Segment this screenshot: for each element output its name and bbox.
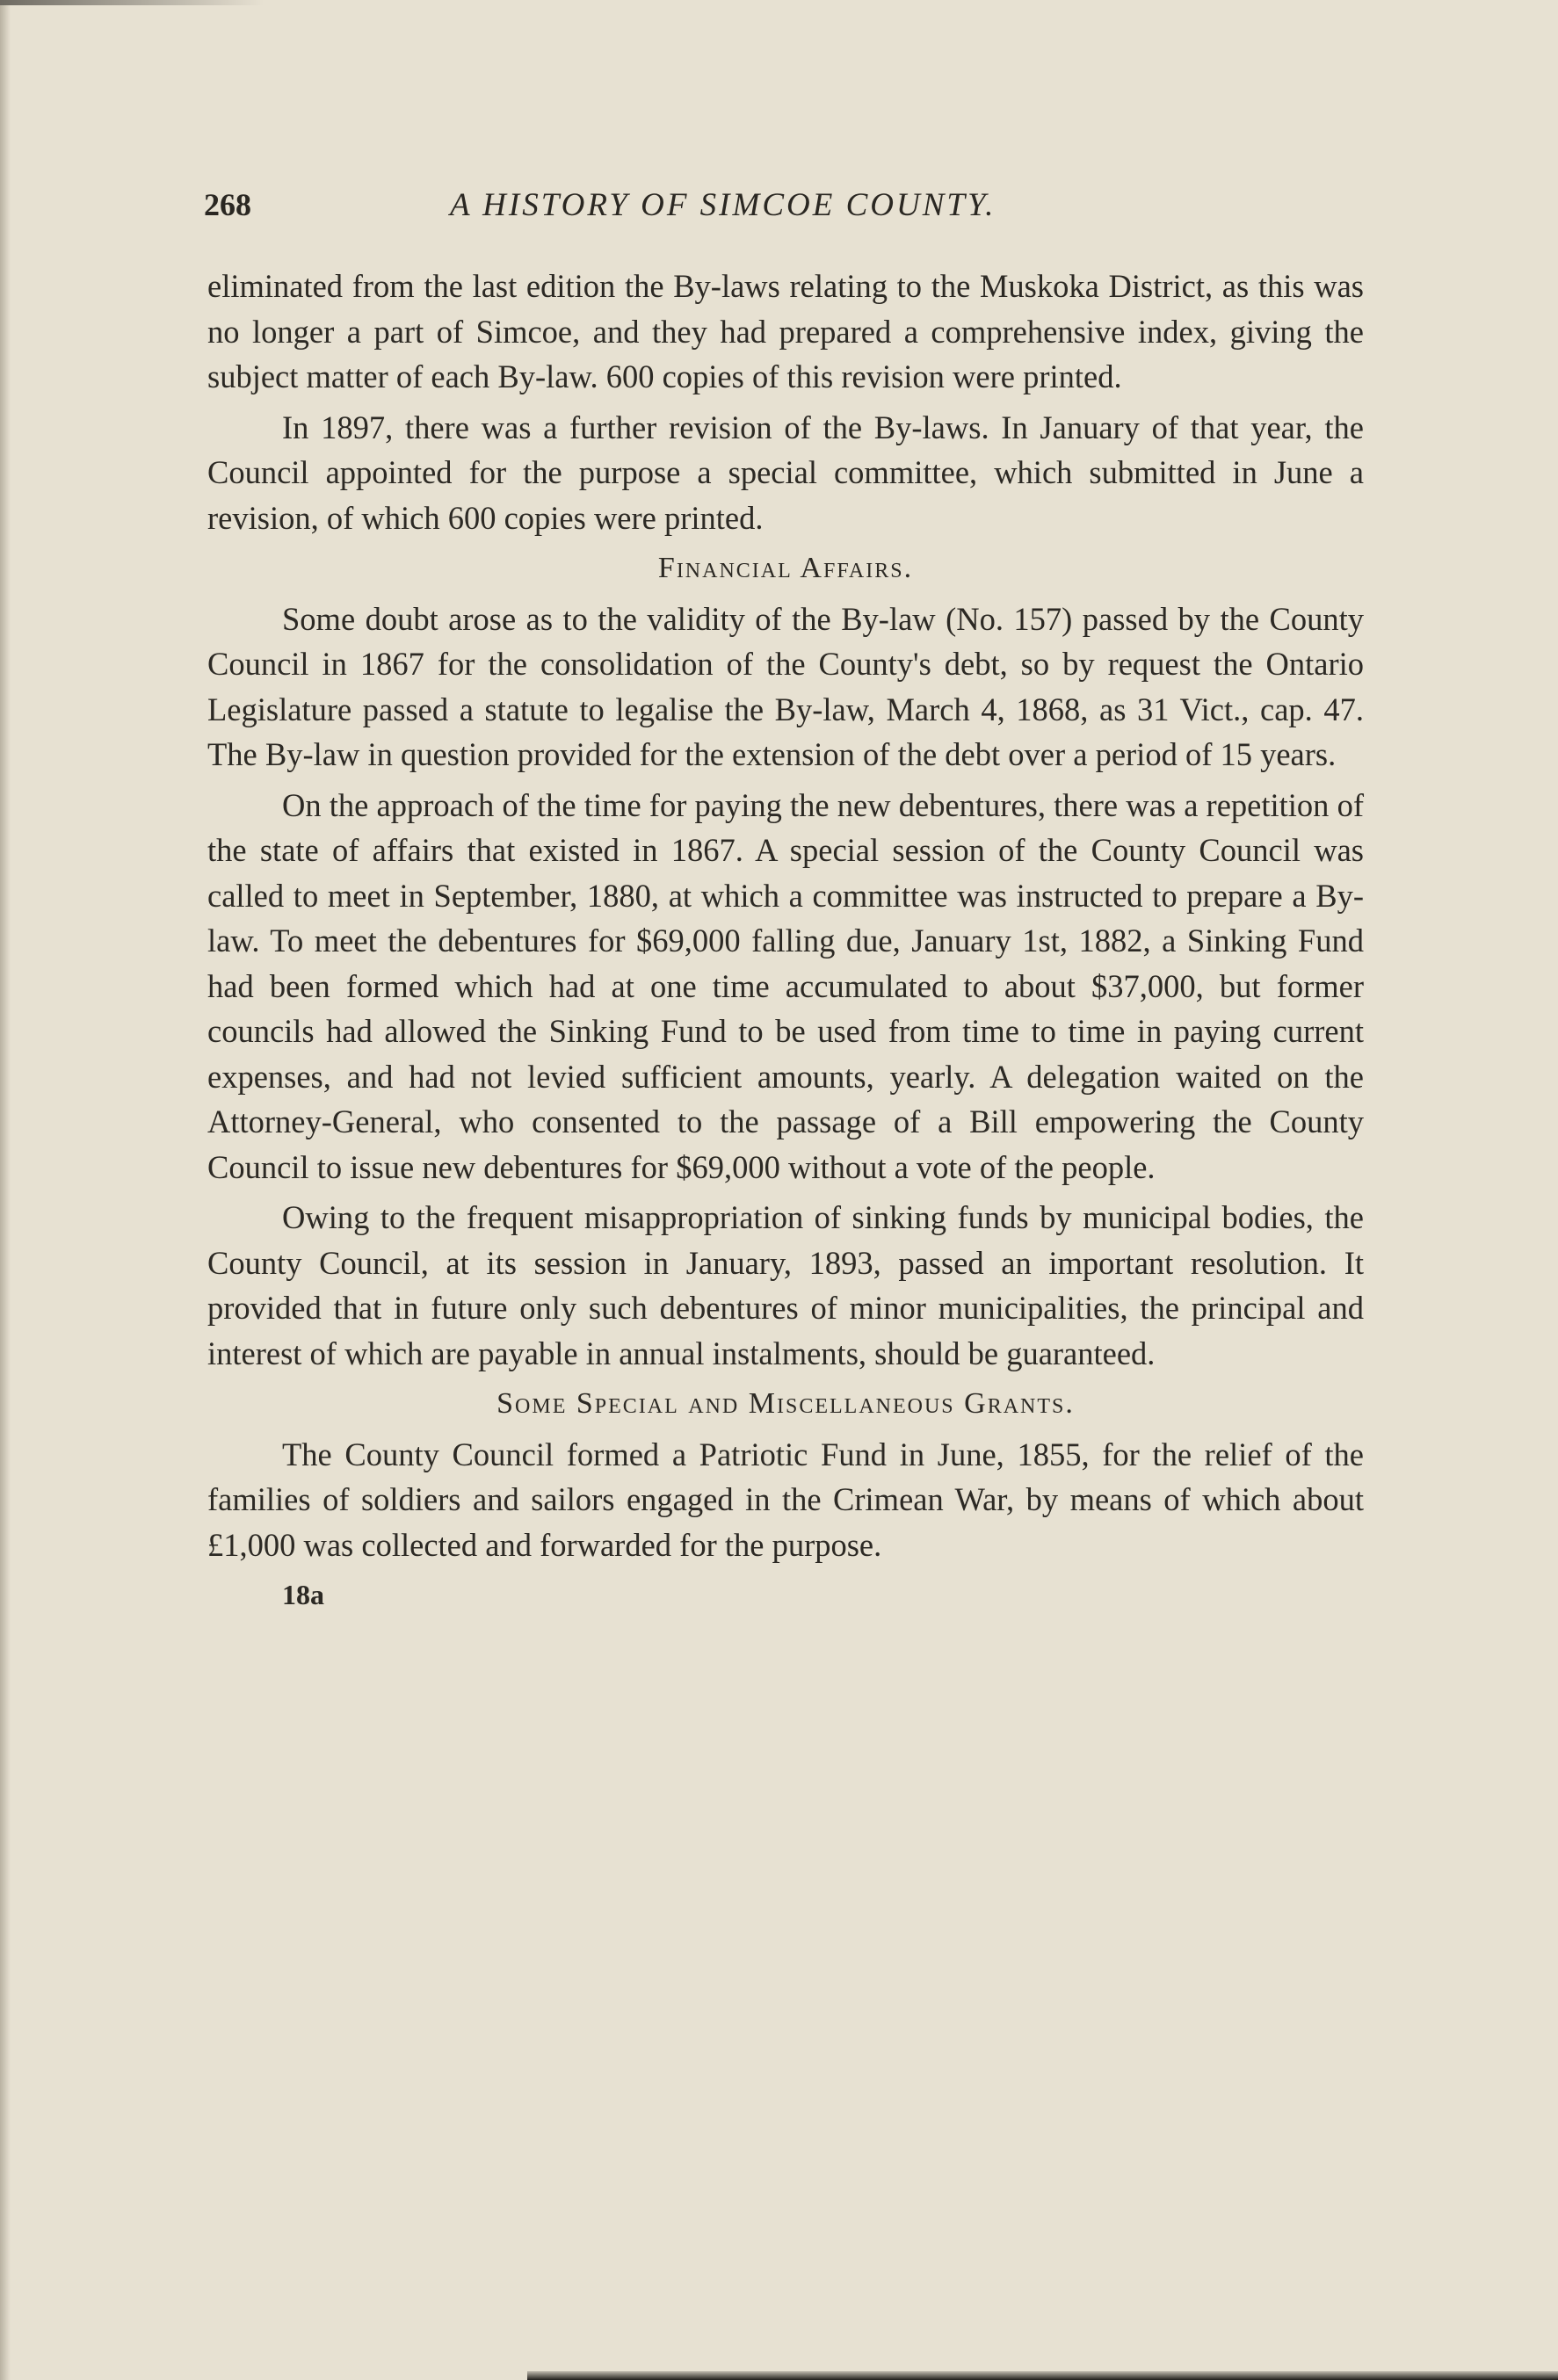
paragraph-2: In 1897, there was a further revision of the By-laws. In January of that year, the Council appointed for the purpose a special committee, which submitted in June a revision, of which 600 copies were printed. (207, 409, 1364, 536)
page-number: 268 (204, 187, 251, 222)
body-text (207, 264, 1364, 1618)
running-head (204, 186, 1364, 239)
paragraph-1: eliminated from the last edition the By-laws relating to the Muskoka District, as this was no longer a part of Simcoe, and they had prepared a comprehensive index, giving the subject matter of each By-law. 600 copies of this revision were printed. (207, 268, 1364, 394)
paragraph-6: The County Council formed a Patriotic Fund in June, 1855, for the relief of the families of soldiers and sailors engaged in the Crimean War, by means of which about £1,000 was collected and forwarded for the purpose. (207, 1436, 1364, 1563)
paragraph-4: On the approach of the time for paying the new debentures, there was a repetition of the state of affairs that existed in 1867. A special session of the County Council was called to meet in September, 1880, at which a committee was instructed to prepare a By-law. To meet the debentures for $69,000 falling due, January 1st, 1882, a Sinking Fund had been formed which had at one time accumulated to about $37,000, but former councils had allowed the Sinking Fund to be used from time to time in paying current expenses, and had not levied sufficient amounts, yearly. A delegation waited on the Attorney-General, who consented to the passage of a Bill empowering the County Council to issue new debentures for $69,000 without a vote of the people. (207, 786, 1364, 1185)
signature-mark: 18a (282, 1579, 324, 1610)
section-heading-special-grants: Some Special and Miscellaneous Grants. (496, 1387, 1075, 1420)
page-bottom-edge (527, 2371, 1558, 2380)
paragraph-5: Owing to the frequent misappropriation of sinking funds by municipal bodies, the County Council, at its session in January, 1893, passed an important resolution. It provided that in future only such debentures of minor municipalities, the principal and interest of which are payable in annual instalments, should be guaranteed. (207, 1199, 1364, 1371)
page-top-edge (0, 0, 264, 5)
page-gutter-shadow (0, 0, 11, 2380)
running-title: A HISTORY OF SIMCOE COUNTY. (450, 187, 996, 223)
section-heading-financial-affairs: Financial Affairs. (657, 552, 914, 584)
paragraph-3: Some doubt arose as to the validity of the By-law (No. 157) passed by the County Council in 1867 for the consolidation of the County's debt, so by request the Ontario Legislature passed a statute to legalise the By-law, March 4, 1868, as 31 Vict., cap. 47. The By-law in question provided for the extension of the debt over a period of 15 years. (207, 600, 1364, 772)
